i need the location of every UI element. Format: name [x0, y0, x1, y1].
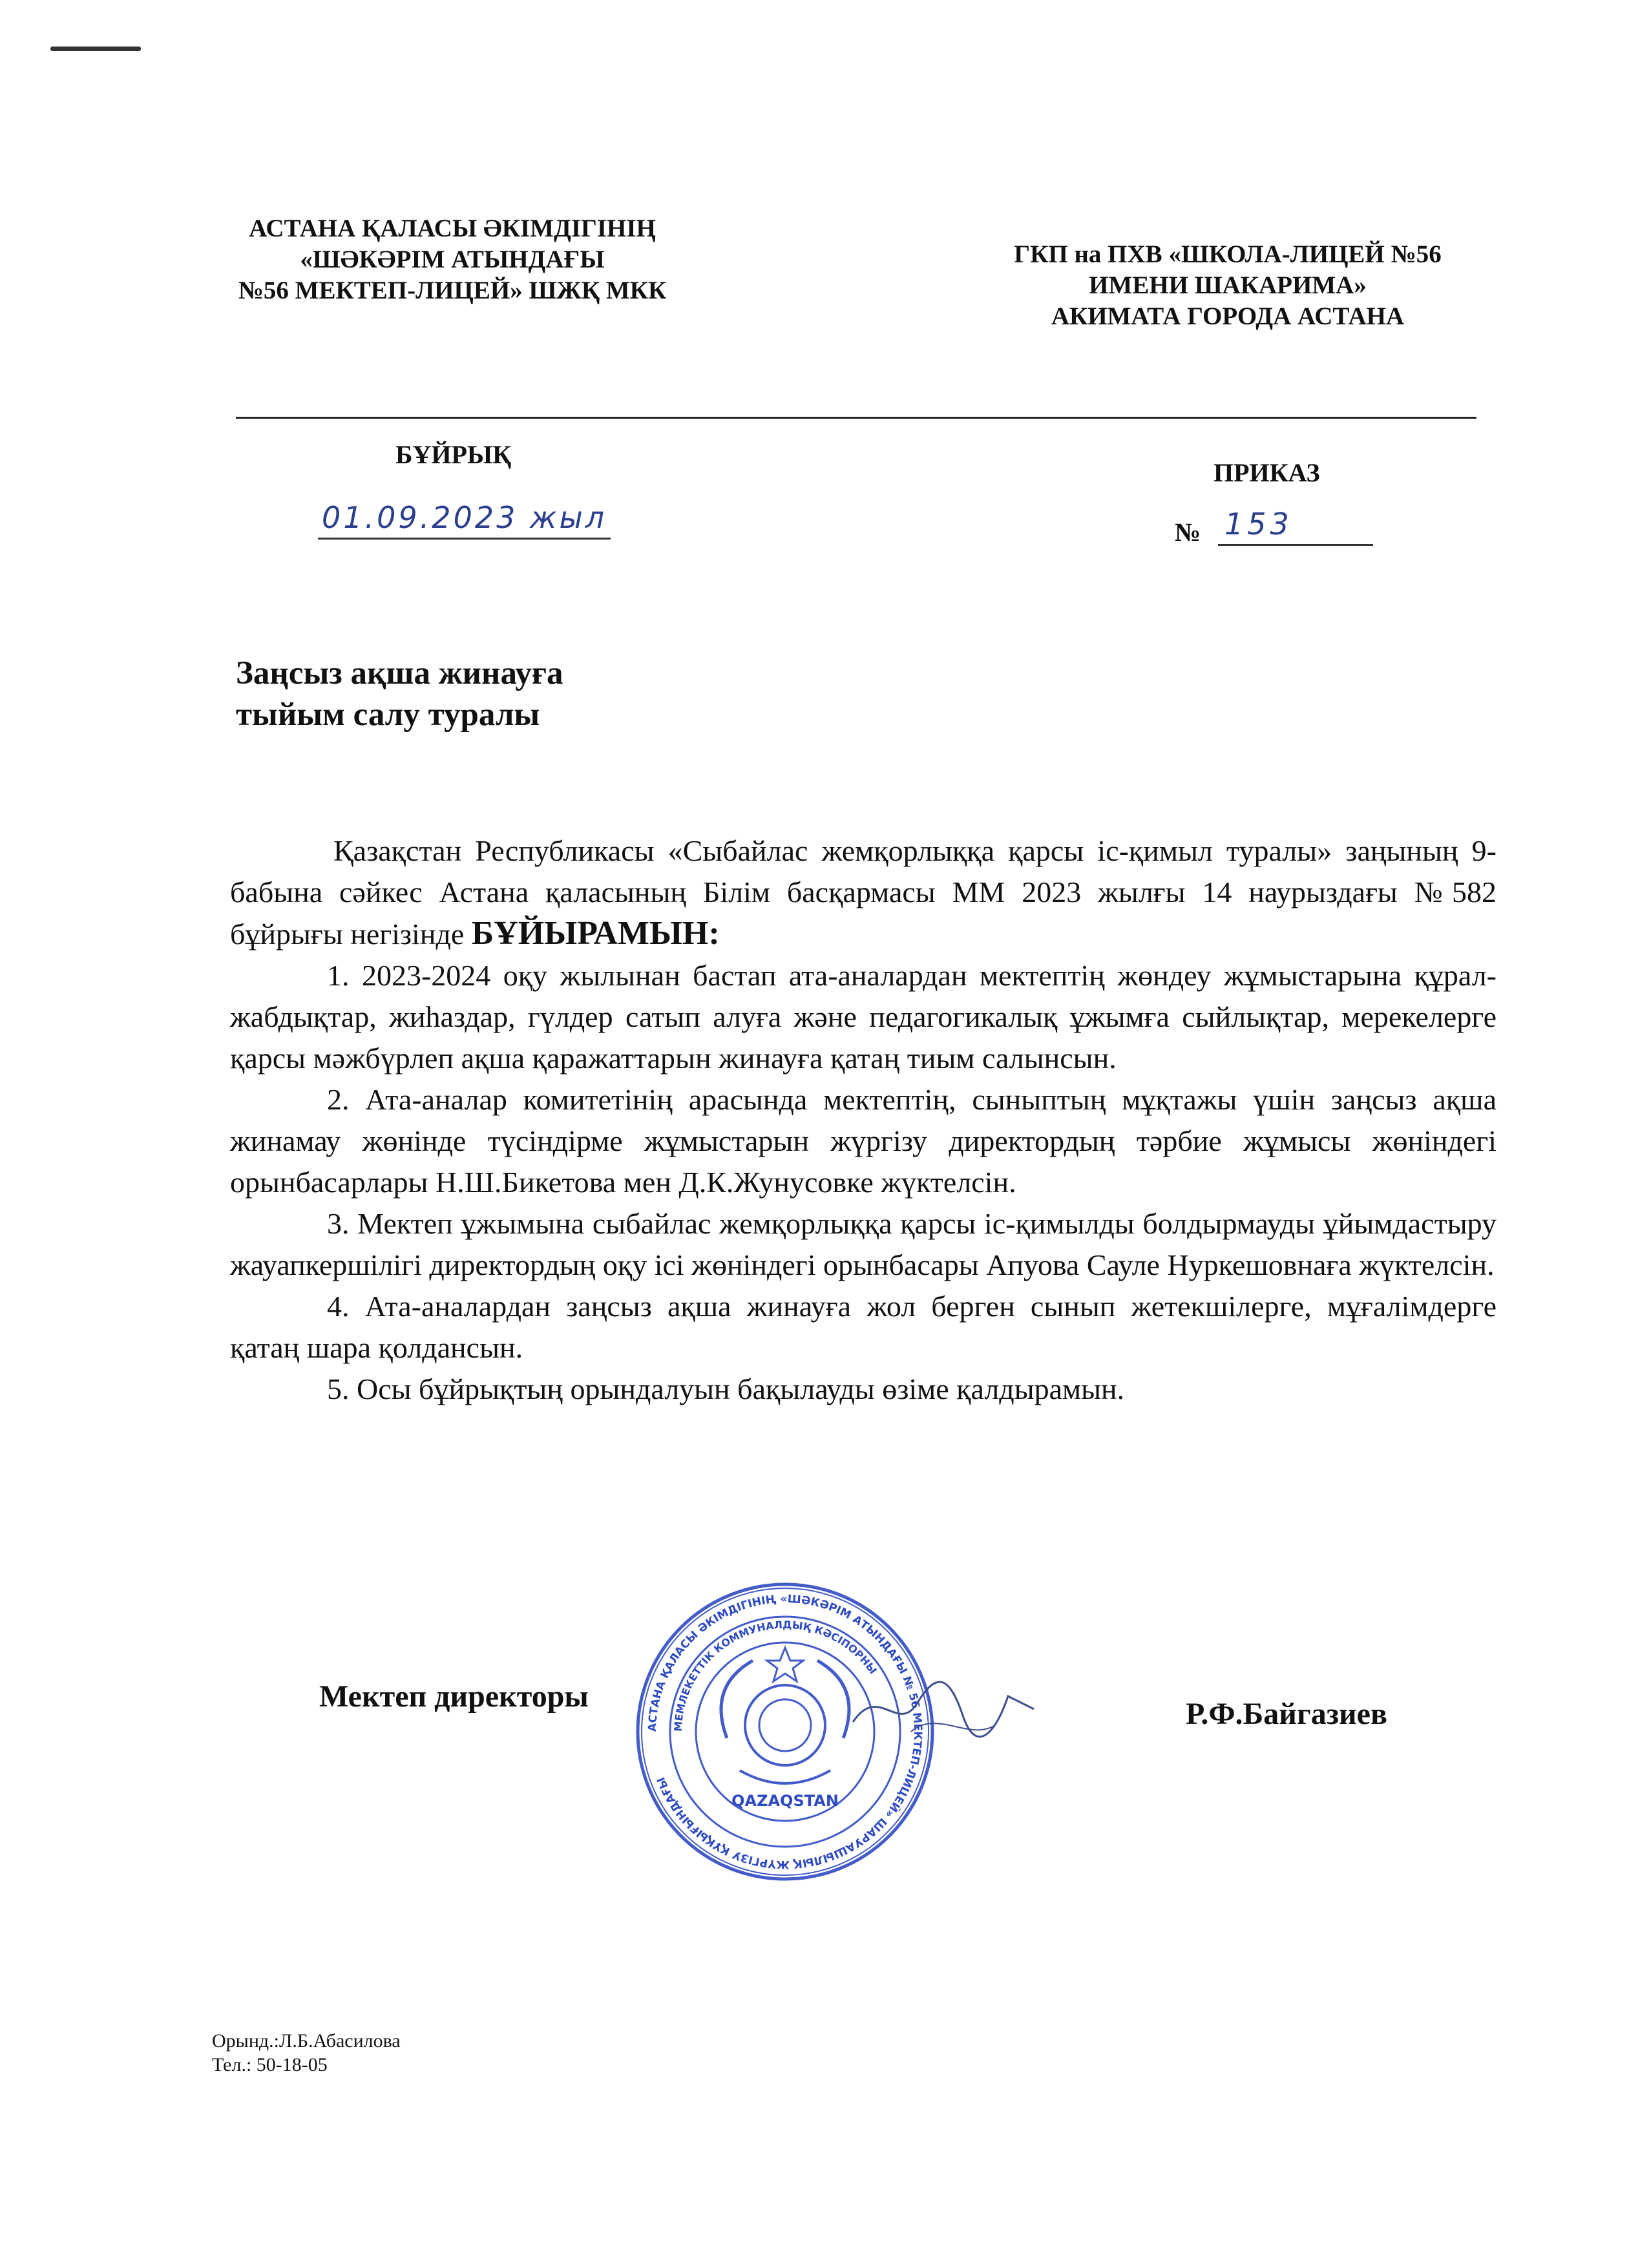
number-label: № [1175, 518, 1201, 547]
handwritten-number: 153 [1218, 507, 1373, 546]
doc-type-ru: ПРИКАЗ [1213, 458, 1320, 487]
order-subject [236, 653, 563, 735]
header-kz [194, 213, 711, 306]
handwritten-signature [840, 1670, 1047, 1748]
seal-inner-text: МЕМЛЕКЕТТІК КОММУНАЛДЫҚ КӘСІПОРНЫ [671, 1618, 879, 1732]
header-ru [969, 239, 1486, 332]
header-ru-line: ИМЕНИ ШАКАРИМА» [1089, 271, 1367, 299]
intro-paragraph [230, 830, 1497, 955]
header-divider [236, 417, 1476, 419]
signatory-title: Мектеп директоры [319, 1679, 589, 1714]
order-item: 5. Осы бұйрықтың орындалуын бақылауды өзіме қалдырамын. [327, 1372, 1125, 1405]
signatory-name: Р.Ф.Байгазиев [1186, 1697, 1387, 1731]
order-item: 2. Ата-аналар комитетінің арасында мектептің, сыныптың мұқтажы үшін заңсыз ақша жинамау жөнінде түсіндірме жұмыстарын жүргізу директордың тәрбие жұмысы жөніндегі орынбасарлары Н.Ш.Бикетова мен Д.К.Жунусовке жүктелсін. [230, 1083, 1497, 1199]
handwritten-date: 01.09.2023 жыл [318, 500, 611, 540]
subject-line: тыйым салу туралы [236, 697, 540, 733]
intro-bold: БҰЙЫРАМЫН: [471, 915, 720, 952]
header-ru-line: ГКП на ПХВ «ШКОЛА-ЛИЦЕЙ №56 [1014, 240, 1442, 268]
header-ru-line: АКИМАТА ГОРОДА АСТАНА [1051, 302, 1405, 330]
seal-outer-text: АСТАНА ҚАЛАСЫ ӘКІМДІГІНІҢ «ШӘКӘРІМ АТЫНДАҒЫ № 56 МЕКТЕП-ЛИЦЕЙ» ШАРУАШЫЛЫҚ ЖҮРГІЗУ ҚҰҚЫҒЫНДАҒЫ [646, 1592, 925, 1871]
header-kz-line: «ШӘКӘРІМ АТЫНДАҒЫ [300, 246, 605, 273]
seal-emblem-label: QAZAQSTAN [731, 1792, 839, 1810]
header-kz-line: АСТАНА ҚАЛАСЫ ӘКІМДІГІНІҢ [249, 215, 656, 242]
doc-type-kz: БҰЙРЫҚ [395, 440, 512, 469]
order-body [230, 830, 1497, 1410]
intro-text: Қазақстан Республикасы «Сыбайлас жемқорлыққа қарсы іс-қимыл туралы» заңының 9-бабына сәйкес Астана қаласының Білім басқармасы ММ 2023 жылғы 14 наурыздағы №582 бұйрығы негізінде [230, 834, 1497, 950]
executor-phone: Тел.: 50-18-05 [212, 2054, 328, 2075]
header-kz-line: №56 МЕКТЕП-ЛИЦЕЙ» ШЖҚ МКК [238, 277, 667, 304]
scan-mark [50, 47, 141, 51]
order-item: 4. Ата-аналардан заңсыз ақша жинауға жол берген сынып жетекшілерге, мұғалімдерге қатаң шара қолдансын. [230, 1290, 1497, 1364]
order-item: 3. Мектеп ұжымына сыбайлас жемқорлыққа қарсы іс-қимылды болдырмауды ұйымдастыру жауапкершілігі директордың оқу ісі жөніндегі орынбасары Апуова Сауле Нуркешовнаға жүктелсін. [230, 1207, 1497, 1281]
order-item: 1. 2023-2024 оқу жылынан бастап ата-аналардан мектептің жөндеу жұмыстарына құрал-жабдықтар, жиһаздар, гүлдер сатып алуға және педагогикалық ұжымға сыйлықтар, мерекелерге қарсы мәжбүрлеп ақша қаражаттарын жинауға қатаң тиым салынсын. [230, 959, 1497, 1075]
executor-name: Орынд.:Л.Б.Абасилова [212, 2030, 401, 2052]
executor-info [212, 2029, 401, 2077]
subject-line: Заңсыз ақша жинауға [236, 655, 563, 691]
